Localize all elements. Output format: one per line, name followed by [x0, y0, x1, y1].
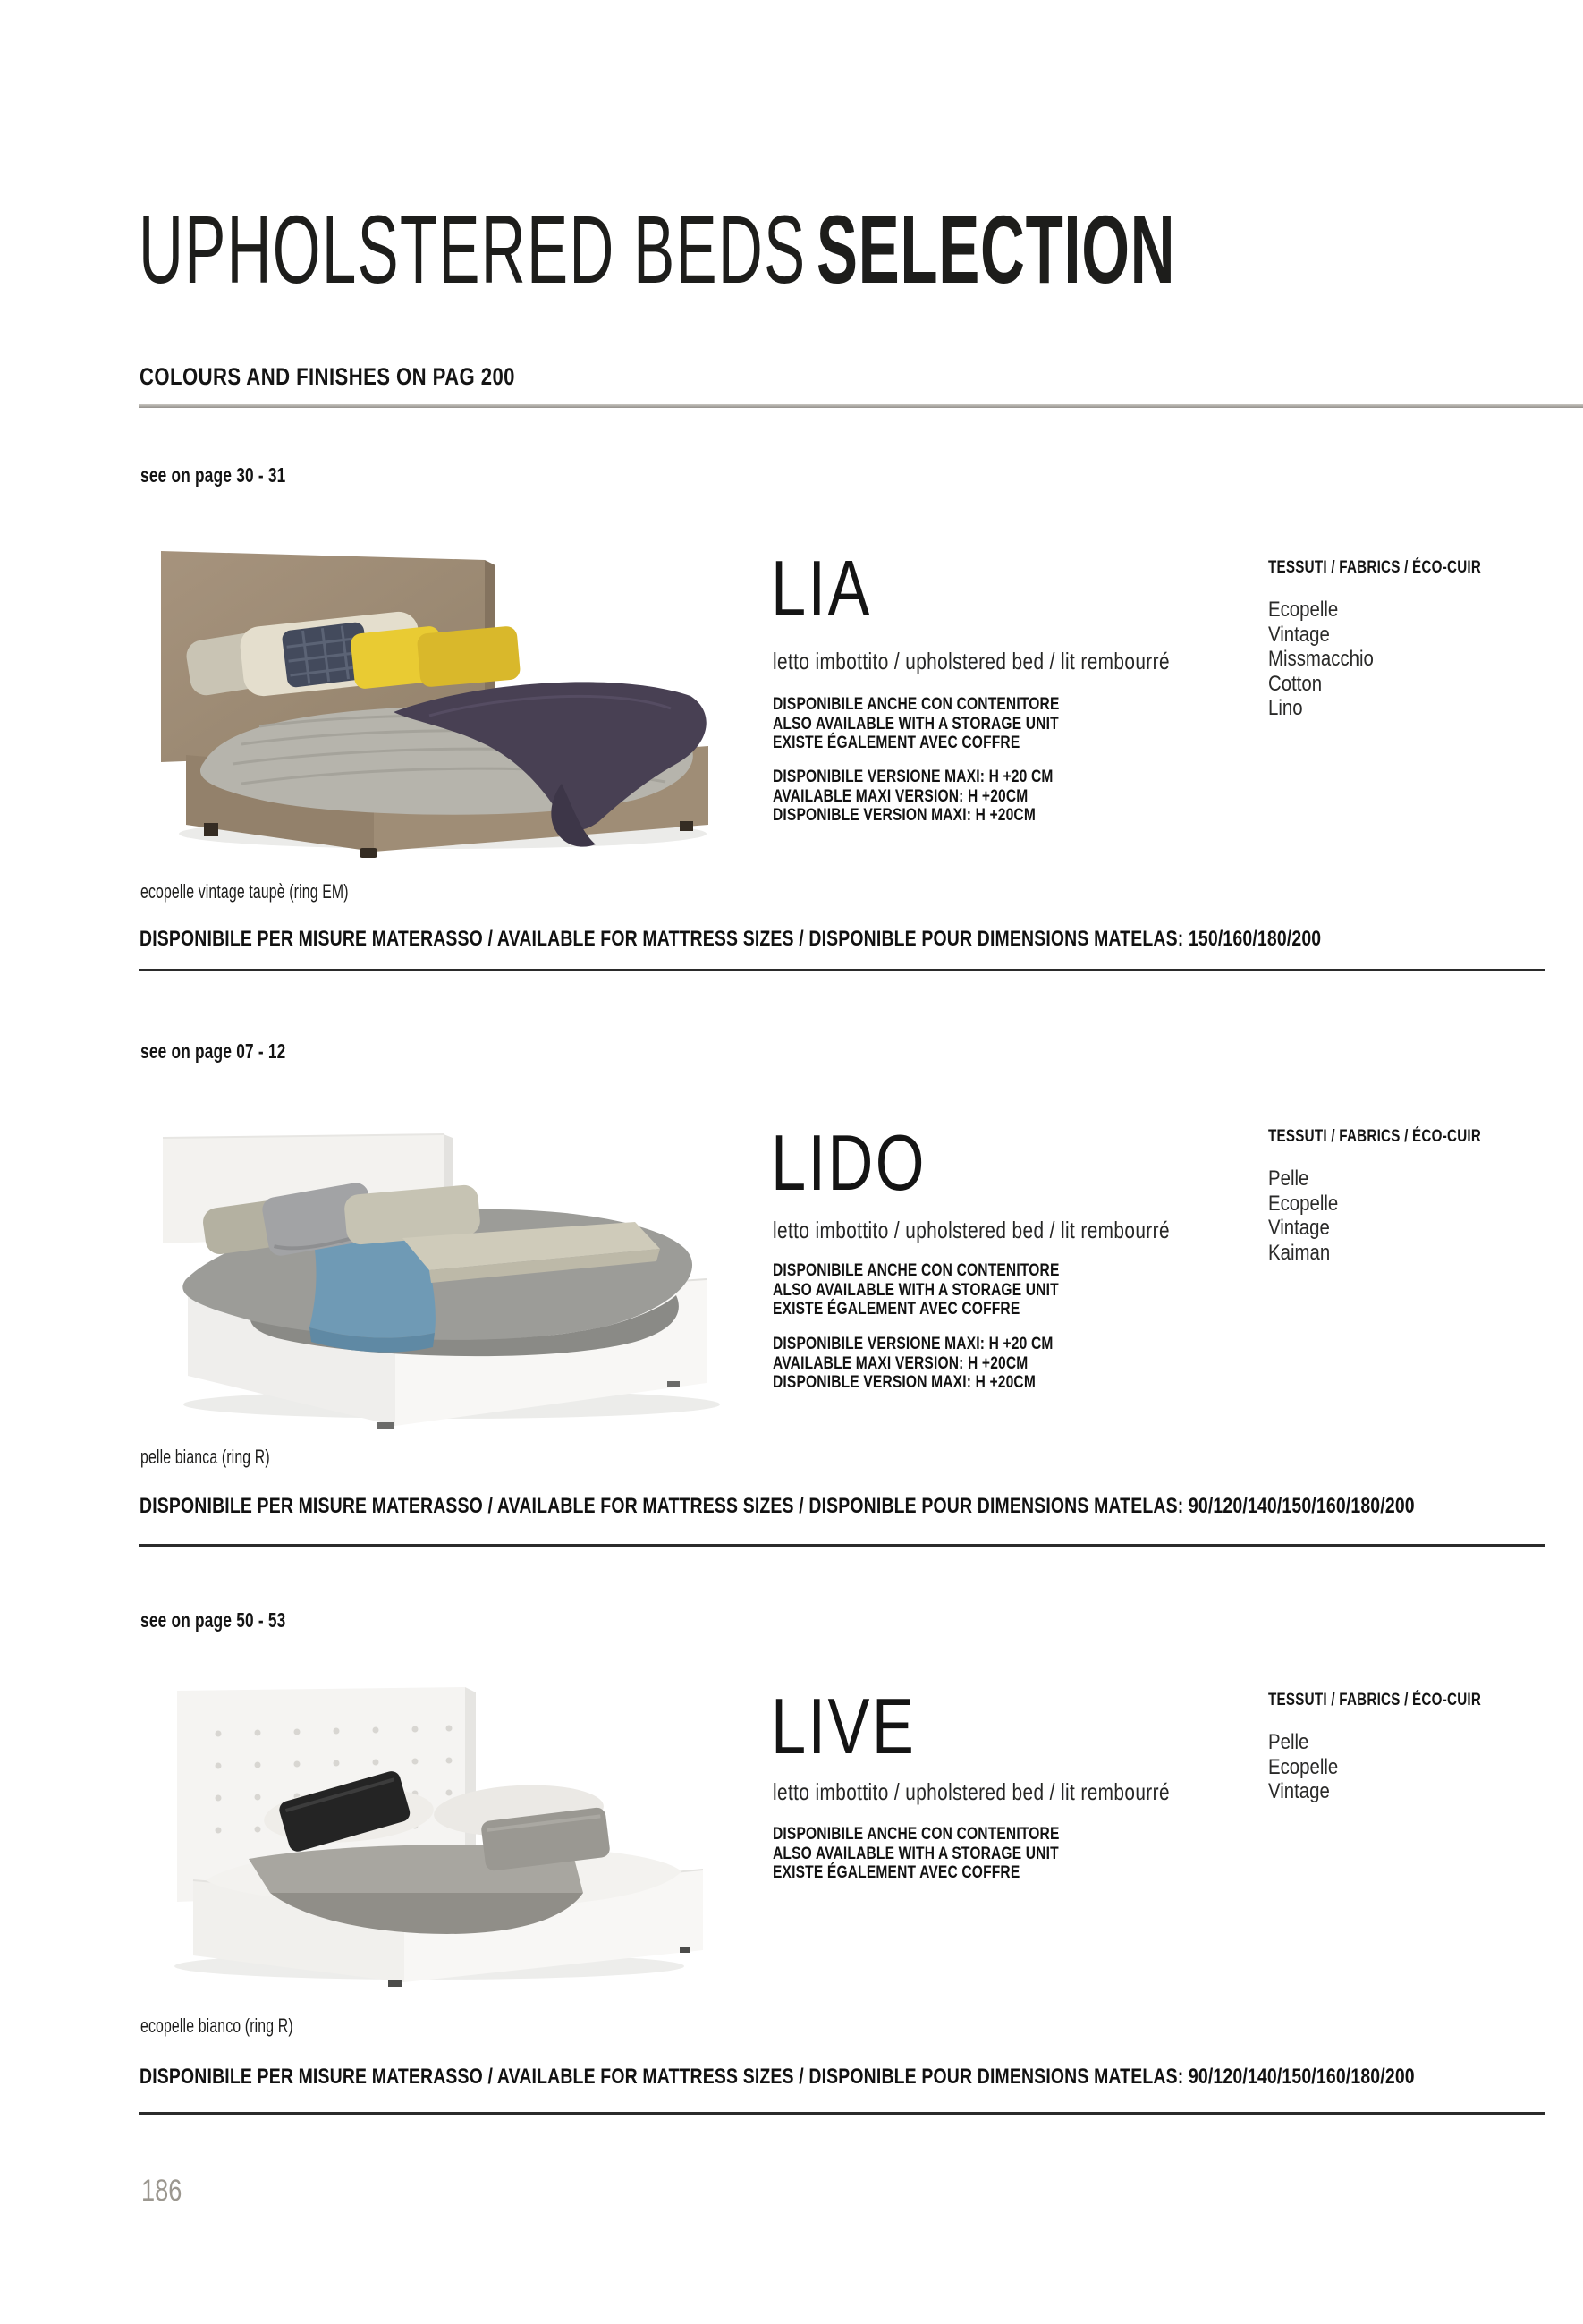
colours-finishes-note: COLOURS AND FINISHES ON PAG 200 — [140, 363, 515, 390]
mattress-sizes-line: DISPONIBILE PER MISURE MATERASSO / AVAILABLE FOR MATTRESS SIZES / DISPONIBLE POUR DIMENSIONS MATELAS: 90/120/140/150/160/180/200 — [140, 1494, 1415, 1518]
fabric-item: Ecopelle — [1268, 1754, 1339, 1779]
info-line: DISPONIBILE ANCHE CON CONTENITORE — [773, 1261, 1060, 1280]
page-title-bold: SELECTION — [816, 195, 1176, 303]
product-type-line: letto imbottito / upholstered bed / lit rembourré — [773, 1217, 1170, 1243]
lia-bed-illustration — [134, 537, 724, 859]
section-divider — [139, 969, 1545, 971]
fabric-item: Ecopelle — [1268, 1191, 1339, 1216]
live-bed-illustration — [125, 1667, 715, 1989]
fabric-item: Cotton — [1268, 671, 1323, 696]
product-photo-lia — [134, 537, 724, 859]
info-line: ALSO AVAILABLE WITH A STORAGE UNIT — [773, 714, 1059, 734]
fabric-item: Pelle — [1268, 1166, 1309, 1191]
info-line: EXISTE ÉGALEMENT AVEC COFFRE — [773, 734, 1020, 752]
header-divider — [139, 404, 1583, 408]
mattress-sizes-line: DISPONIBILE PER MISURE MATERASSO / AVAILABLE FOR MATTRESS SIZES / DISPONIBLE POUR DIMENSIONS MATELAS: 150/160/180/200 — [140, 927, 1322, 951]
photo-caption: ecopelle vintage taupè (ring EM) — [140, 880, 349, 903]
info-line: ALSO AVAILABLE WITH A STORAGE UNIT — [773, 1280, 1059, 1300]
product-photo-live — [125, 1667, 715, 1989]
info-line: DISPONIBLE VERSION MAXI: H +20CM — [773, 1373, 1036, 1392]
product-name: LIDO — [771, 1118, 927, 1207]
fabric-item: Pelle — [1268, 1730, 1309, 1754]
product-name: LIVE — [771, 1682, 917, 1770]
info-line: DISPONIBILE ANCHE CON CONTENITORE — [773, 695, 1060, 714]
fabric-item: Vintage — [1268, 1779, 1330, 1803]
mattress-sizes-line: DISPONIBILE PER MISURE MATERASSO / AVAILABLE FOR MATTRESS SIZES / DISPONIBLE POUR DIMENSIONS MATELAS: 90/120/140/150/160/180/200 — [140, 2065, 1415, 2089]
see-on-page-note: see on page 07 - 12 — [140, 1039, 286, 1063]
page-number: 186 — [141, 2174, 182, 2208]
info-line: EXISTE ÉGALEMENT AVEC COFFRE — [773, 1863, 1020, 1882]
fabric-item: Vintage — [1268, 1216, 1330, 1240]
fabrics-list — [1268, 1730, 1338, 1804]
fabric-item: Ecopelle — [1268, 598, 1339, 622]
storage-info — [773, 1825, 1060, 1883]
info-line: AVAILABLE MAXI VERSION: H +20CM — [773, 1353, 1029, 1373]
fabrics-list — [1268, 598, 1374, 721]
info-line: AVAILABLE MAXI VERSION: H +20CM — [773, 786, 1029, 806]
info-line: DISPONIBILE VERSIONE MAXI: H +20 CM — [773, 768, 1054, 786]
section-divider — [139, 1544, 1545, 1547]
section-divider — [139, 2112, 1545, 2115]
info-line: EXISTE ÉGALEMENT AVEC COFFRE — [773, 1300, 1020, 1319]
storage-info — [773, 695, 1060, 753]
see-on-page-note: see on page 30 - 31 — [140, 463, 286, 487]
product-type-line: letto imbottito / upholstered bed / lit rembourré — [773, 648, 1170, 674]
page-title-light: UPHOLSTERED BEDS — [139, 195, 807, 303]
fabric-item: Kaiman — [1268, 1240, 1331, 1265]
fabric-item: Lino — [1268, 696, 1303, 720]
storage-info — [773, 1261, 1060, 1319]
photo-caption: ecopelle bianco (ring R) — [140, 2014, 293, 2037]
fabric-item: Missmacchio — [1268, 647, 1374, 671]
page-title — [139, 195, 1176, 303]
product-photo-lido — [134, 1107, 724, 1429]
fabric-item: Vintage — [1268, 622, 1330, 647]
maxi-version-info — [773, 768, 1054, 826]
info-line: DISPONIBILE VERSIONE MAXI: H +20 CM — [773, 1335, 1054, 1353]
info-line: DISPONIBLE VERSION MAXI: H +20CM — [773, 806, 1036, 825]
info-line: DISPONIBILE ANCHE CON CONTENITORE — [773, 1825, 1060, 1844]
info-line: ALSO AVAILABLE WITH A STORAGE UNIT — [773, 1844, 1059, 1863]
see-on-page-note: see on page 50 - 53 — [140, 1608, 286, 1632]
product-name: LIA — [771, 544, 872, 632]
maxi-version-info — [773, 1335, 1054, 1393]
fabrics-title: TESSUTI / FABRICS / ÉCO-CUIR — [1268, 558, 1482, 577]
photo-caption: pelle bianca (ring R) — [140, 1446, 270, 1468]
fabrics-title: TESSUTI / FABRICS / ÉCO-CUIR — [1268, 1691, 1482, 1709]
fabrics-title: TESSUTI / FABRICS / ÉCO-CUIR — [1268, 1127, 1482, 1146]
product-type-line: letto imbottito / upholstered bed / lit rembourré — [773, 1778, 1170, 1805]
fabrics-list — [1268, 1166, 1338, 1265]
lido-bed-illustration — [134, 1107, 724, 1429]
